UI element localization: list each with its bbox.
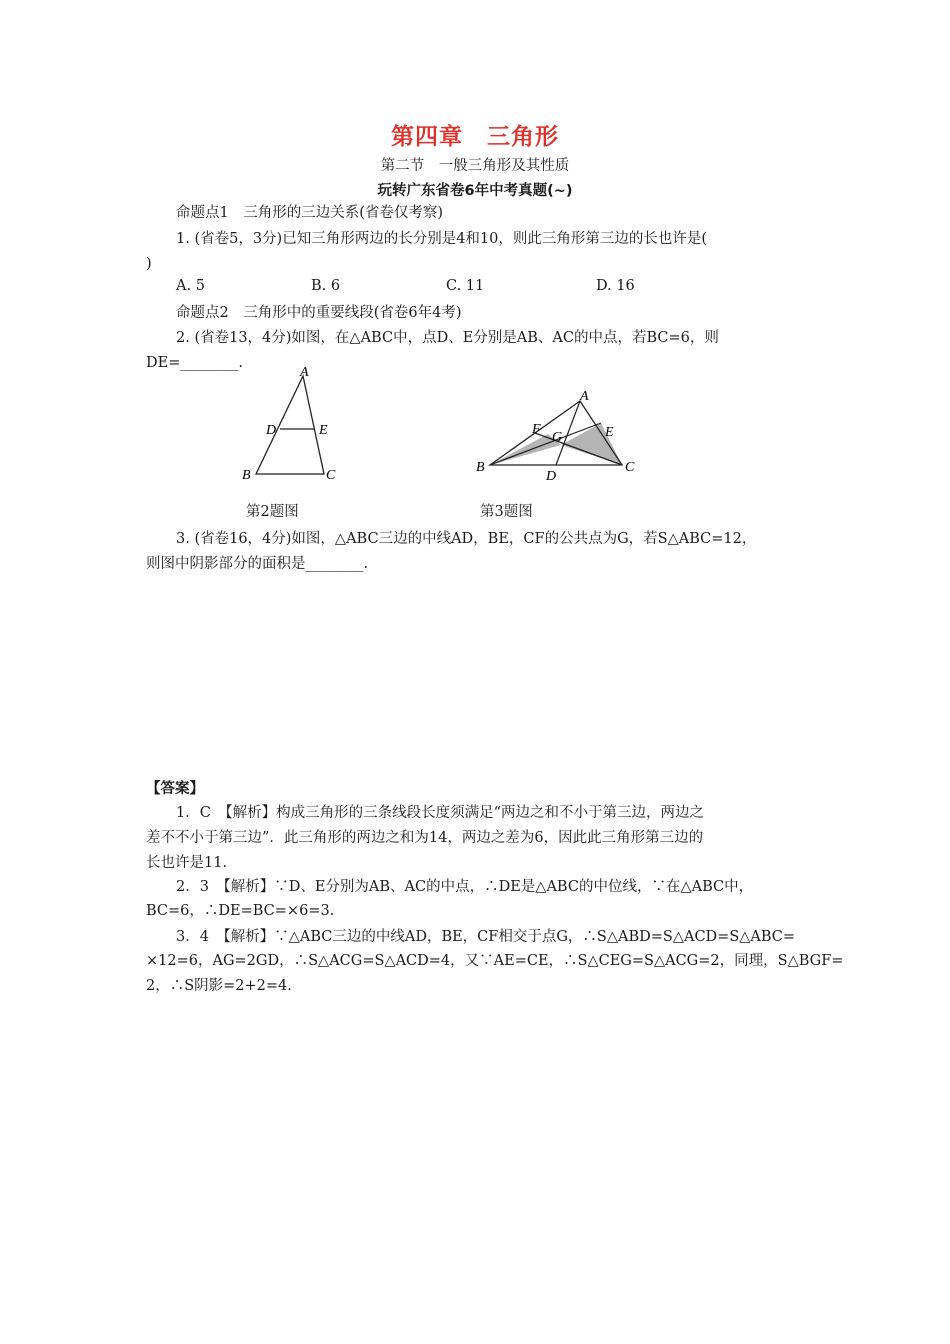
figure-2-triangle (236, 366, 346, 486)
option-d: D. 16 (596, 278, 635, 294)
label-b: B (242, 468, 251, 483)
label-f: F (532, 422, 541, 437)
figure-3-caption: 第3题图 (480, 504, 533, 520)
label-d: D (546, 469, 557, 483)
question-2-text-cont: DE=________. (146, 355, 243, 371)
label-c: C (326, 468, 336, 483)
answer-1: 1．C 【解析】构成三角形的三条线段长度须满足“两边之和不小于第三边，两边之 (176, 805, 704, 821)
answer-3-cont2: 2，∴S阴影=2+2=4. (146, 978, 292, 994)
option-b: B. 6 (311, 278, 341, 294)
option-c: C. 11 (446, 278, 485, 294)
label-e: E (605, 425, 614, 440)
exam-subtitle: 玩转广东省卷6年中考真题(~) (377, 183, 573, 199)
option-a: A. 5 (176, 278, 205, 294)
answer-2-cont: BC=6，∴DE=BC=×6=3. (146, 903, 335, 919)
question-1-text-cont: ) (146, 256, 152, 272)
label-e: E (319, 423, 328, 438)
answer-1-cont2: 长也许是11. (146, 855, 228, 871)
label-a: A (580, 389, 589, 404)
chapter-title: 第四章 三角形 (391, 124, 559, 150)
question-2-text: 2. (省卷13，4分)如图，在△ABC中，点D、E分别是AB、AC的中点，若BC=6，则 (176, 330, 719, 346)
question-1-text: 1. (省卷5，3分)已知三角形两边的长分别是4和10，则此三角形第三边的长也许是( (176, 231, 708, 247)
answer-1-cont: 差不不小于第三边”．此三角形的两边之和为14，两边之差为6，因此此三角形第三边的 (146, 830, 704, 846)
answer-heading: 【答案】 (146, 781, 204, 797)
label-a: A (300, 366, 309, 380)
section-title: 第二节 一般三角形及其性质 (380, 158, 570, 174)
topic2-heading: 命题点2 三角形中的重要线段(省卷6年4考) (176, 305, 462, 321)
answer-3-cont: ×12=6，AG=2GD，∴S△ACG=S△ACD=4，又∵AE=CE，∴S△CEG=S△ACG=2，同理，S△BGF= (146, 953, 844, 969)
question-3-text-cont: 则图中阴影部分的面积是________. (146, 556, 369, 572)
label-g: G (552, 430, 563, 445)
question-3-text: 3. (省卷16，4分)如图，△ABC三边的中线AD，BE，CF的公共点为G，若S△ABC=12， (176, 531, 757, 547)
figure-2-caption: 第2题图 (246, 504, 299, 520)
label-d: D (266, 423, 277, 438)
figure-3-triangle (470, 388, 640, 483)
topic1-heading: 命题点1 三角形的三边关系(省卷仅考察) (176, 205, 444, 221)
answer-2: 2．3 【解析】∵D、E分别为AB、AC的中点，∴DE是△ABC的中位线，∵在△ABC中， (176, 879, 754, 895)
label-c: C (625, 460, 635, 475)
label-b: B (476, 460, 485, 475)
answer-3: 3．4 【解析】∵△ABC三边的中线AD，BE，CF相交于点G，∴S△ABD=S△ACD=S△ABC= (176, 929, 796, 945)
